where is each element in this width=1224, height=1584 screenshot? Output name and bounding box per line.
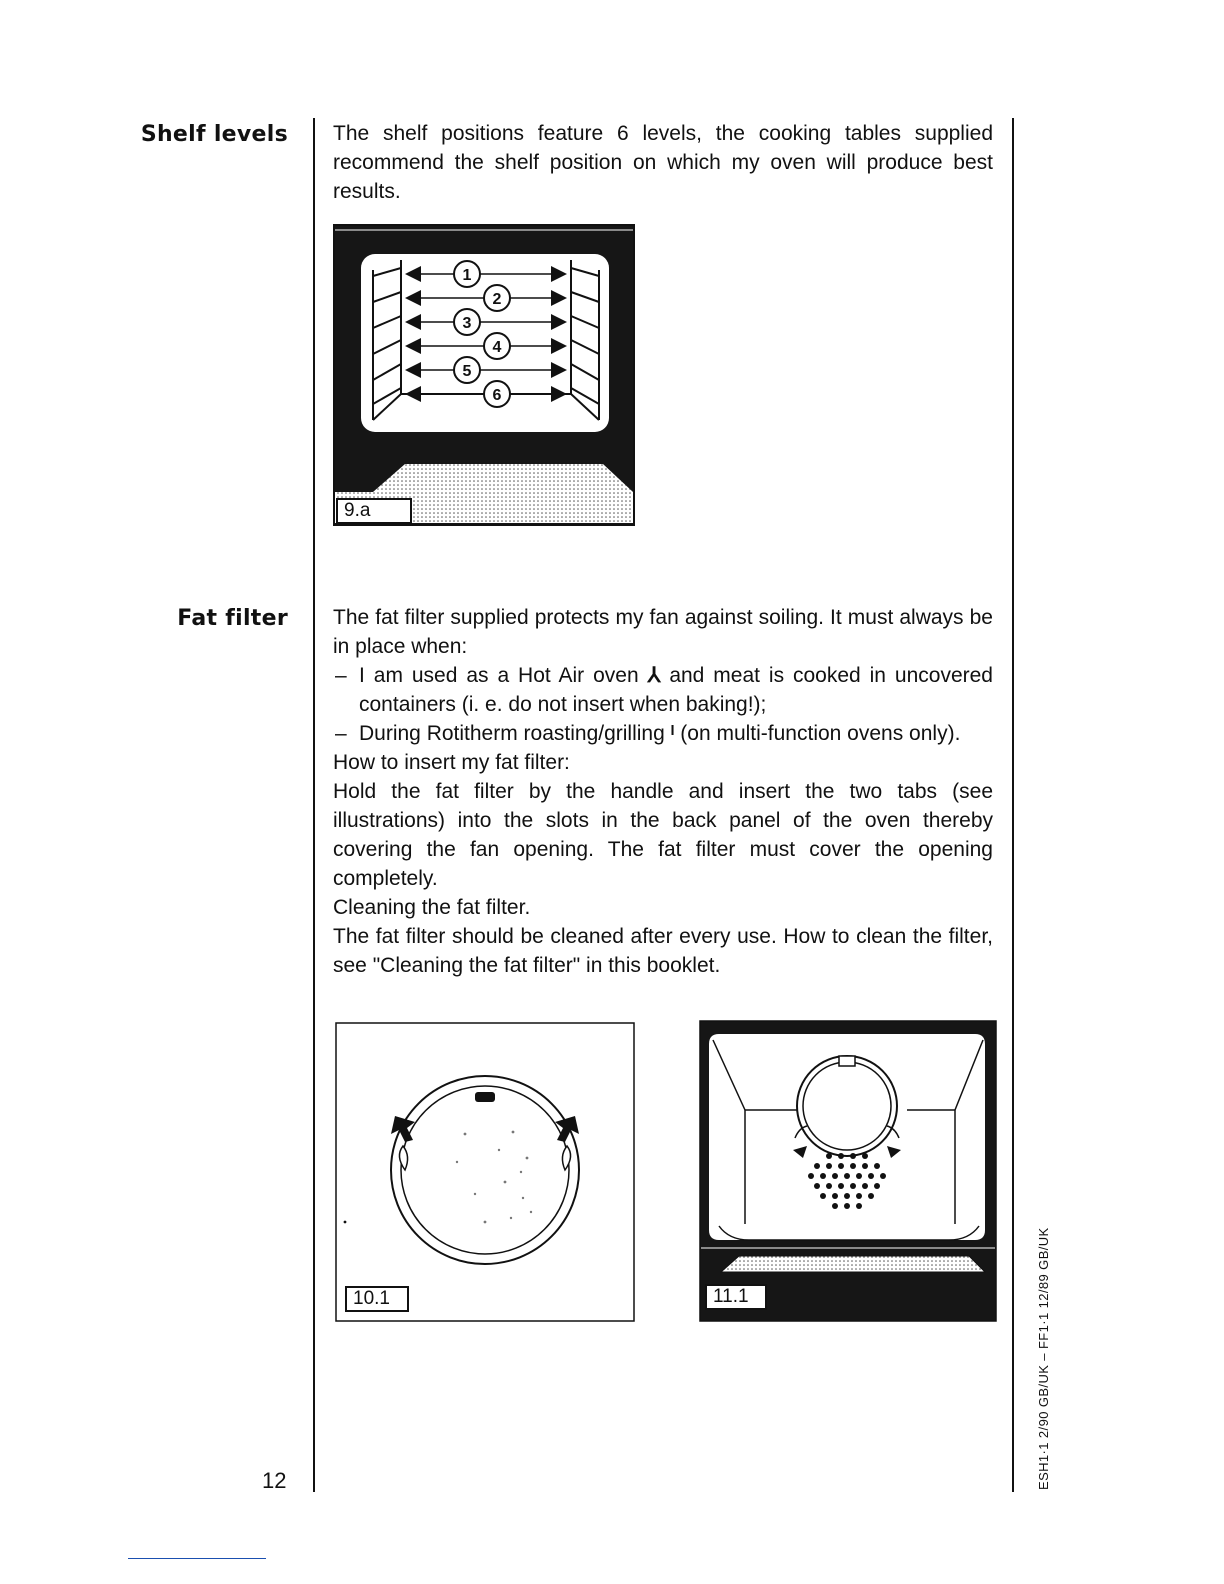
bottom-rule [128, 1558, 266, 1559]
shelf-number: 1 [462, 267, 472, 284]
left-column-rule [313, 118, 315, 1492]
fat-filter-text [333, 603, 993, 980]
shelf-number: 2 [492, 291, 502, 308]
page-number: 12 [262, 1468, 287, 1493]
figure-9a-shelf-diagram [333, 224, 635, 526]
right-column-rule [1012, 118, 1014, 1492]
shelf-levels-text [333, 119, 993, 206]
bullet-dash: – [335, 664, 347, 687]
document-code: ESH1·1 2/90 GB/UK – FF1·1 12/89 GB/UK [1036, 1227, 1051, 1490]
figure-10-1-label: 10.1 [345, 1286, 409, 1312]
bullet-dash: – [335, 722, 347, 745]
cleaning-text: The fat filter should be cleaned after every use. How to clean the filter, see "Cleaning the fat filter" in this booklet. [333, 925, 993, 977]
shelf-number: 6 [492, 387, 502, 404]
cleaning-heading: Cleaning the fat filter. [333, 896, 531, 919]
bullet-text: During Rotitherm roasting/grilling [359, 722, 671, 745]
shelf-number: 3 [462, 315, 472, 332]
bullet-text: I am used as a Hot Air oven [359, 664, 648, 687]
figure-10-1-fat-filter [335, 1022, 635, 1322]
fat-filter-bullet [333, 719, 993, 748]
shelf-levels-paragraph: The shelf positions feature 6 levels, the cooking tables supplied recommend the shelf position on which my oven will produce best results. [333, 122, 993, 203]
shelf-levels-heading: Shelf levels [140, 122, 288, 147]
fat-filter-intro: The fat filter supplied protects my fan against soiling. It must always be in place when: [333, 606, 993, 658]
bullet-text: and meat is cooked in uncovered containers (i. e. do not insert when baking!); [359, 664, 993, 716]
how-to-insert-heading: How to insert my fat filter: [333, 751, 570, 774]
bullet-text: (on multi-function ovens only). [674, 722, 961, 745]
shelf-number: 4 [492, 339, 502, 356]
how-to-insert-text: Hold the fat filter by the handle and insert the two tabs (see illustrations) into the slots in the back panel of the oven thereby covering the fan opening. The fat filter must cover the opening completely. [333, 780, 993, 890]
rotitherm-symbol-icon: ᴵ [670, 722, 675, 745]
figure-11-1-label: 11.1 [705, 1284, 767, 1310]
figure-11-1-oven-fan-opening [699, 1020, 997, 1322]
hot-air-symbol-icon: ⅄ [647, 664, 661, 687]
shelf-number: 5 [462, 363, 472, 380]
fat-filter-bullet [333, 661, 993, 719]
fat-filter-heading: Fat filter [177, 606, 288, 631]
figure-9a-label: 9.a [336, 498, 412, 524]
